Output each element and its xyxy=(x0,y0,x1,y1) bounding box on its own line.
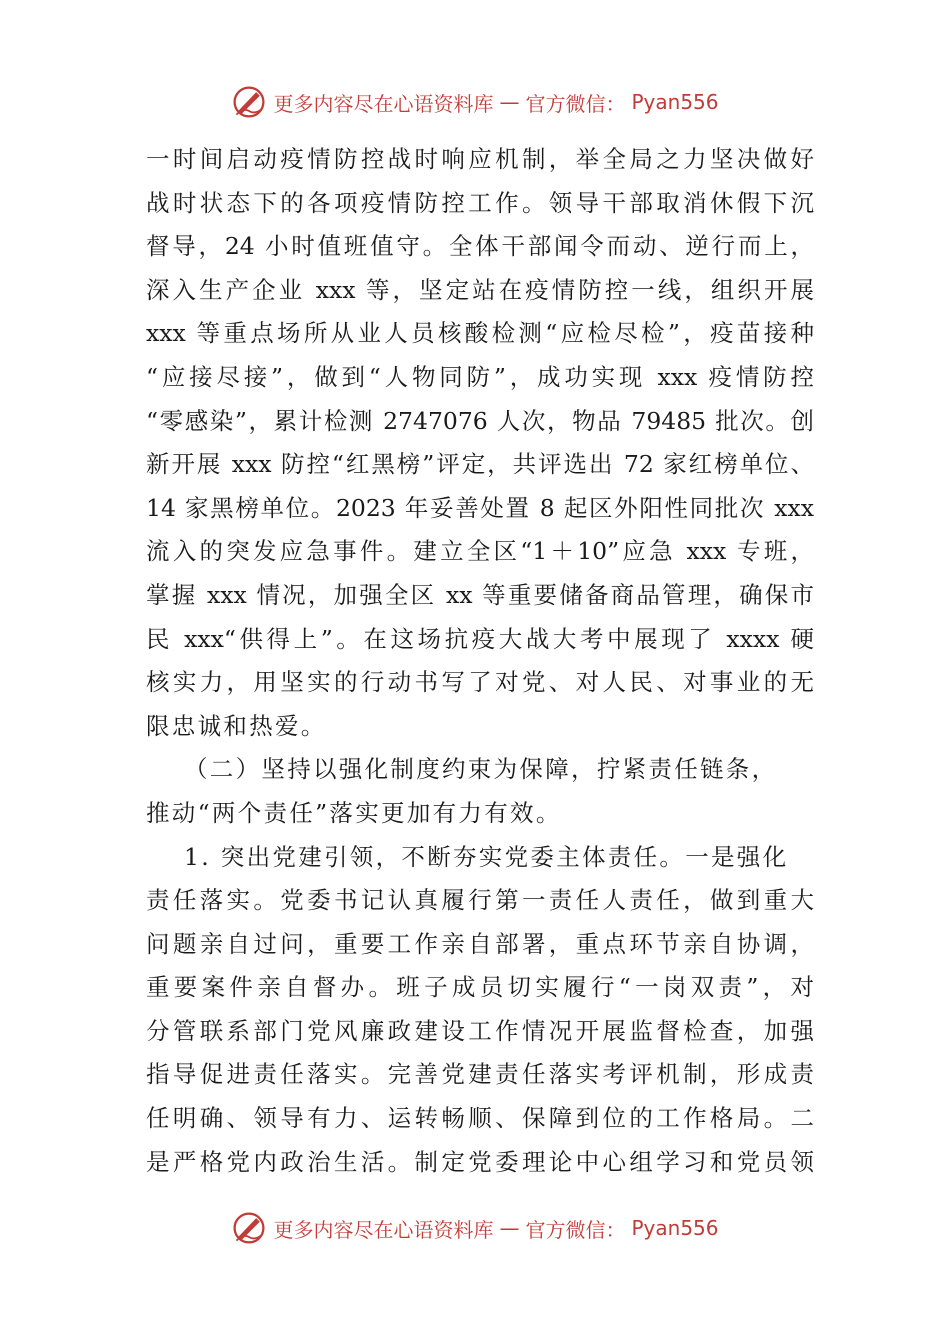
body-line: 新开展 xxx 防控“红黑榜”评定，共评选出 72 家红榜单位、 xyxy=(146,450,814,479)
section-heading: （二）坚持以强化制度约束为保障，拧紧责任链条， xyxy=(184,755,778,784)
body-line: 流入的突发应急事件。建立全区“1＋10”应急 xxx 专班， xyxy=(146,537,814,566)
body-line: 指导促进责任落实。完善党建责任落实考评机制，形成责 xyxy=(146,1060,814,1089)
body-line: 民 xxx“供得上”。在这场抗疫大战大考中展现了 xxxx 硬 xyxy=(146,624,814,653)
body-line: 问题亲自过问，重要工作亲自部署，重点环节亲自协调， xyxy=(146,929,814,958)
body-line: 14 家黑榜单位。2023 年妥善处置 8 起区外阳性同批次 xxx xyxy=(146,493,814,522)
header-banner xyxy=(0,82,950,122)
body-line: 掌握 xxx 情况，加强全区 xx 等重要储备商品管理，确保市 xyxy=(146,580,814,609)
body-line: 限忠诚和热爱。 xyxy=(146,711,327,740)
body-line: 一时间启动疫情防控战时响应机制，举全局之力坚决做好 xyxy=(146,145,814,173)
body-line: 重要案件亲自督办。班子成员切实履行“一岗双责”，对 xyxy=(146,973,814,1002)
document-body xyxy=(146,138,814,1184)
banner-wechat-label: 官方微信： xyxy=(525,91,626,116)
banner-wechat-id: Pyan556 xyxy=(631,90,719,114)
body-line: 是严格党内政治生活。制定党委理论中心组学习和党员领 xyxy=(146,1147,814,1176)
body-line: xxx 等重点场所从业人员核酸检测“应检尽检”，疫苗接种 xyxy=(146,319,814,348)
pen-logo-icon xyxy=(231,1210,267,1246)
section-heading-cont: 推动“两个责任”落实更加有力有效。 xyxy=(146,798,562,827)
body-line: 深入生产企业 xxx 等，坚定站在疫情防控一线，组织开展 xyxy=(146,275,814,304)
body-line: 任明确、领导有力、运转畅顺、保障到位的工作格局。二 xyxy=(146,1104,814,1133)
body-line: “零感染”，累计检测 2747076 人次，物品 79485 批次。创 xyxy=(146,406,814,435)
pen-logo-icon xyxy=(231,84,267,120)
banner-separator: — xyxy=(499,90,520,114)
body-line: 分管联系部门党风廉政建设工作情况开展监督检查，加强 xyxy=(146,1016,814,1045)
banner-wechat-label: 官方微信： xyxy=(525,1217,626,1242)
banner-brand-text: 更多内容尽在心语资料库 xyxy=(273,1217,494,1242)
footer-banner xyxy=(0,1208,950,1248)
body-line: 责任落实。党委书记认真履行第一责任人责任，做到重大 xyxy=(146,886,814,915)
body-line: 督导，24 小时值班值守。全体干部闻令而动、逆行而上， xyxy=(146,232,814,261)
body-line: 战时状态下的各项疫情防控工作。领导干部取消休假下沉 xyxy=(146,188,814,217)
banner-wechat-id: Pyan556 xyxy=(631,1216,719,1240)
banner-brand-text: 更多内容尽在心语资料库 xyxy=(273,91,494,116)
body-line: “应接尽接”，做到“人物同防”，成功实现 xxx 疫情防控 xyxy=(146,362,814,391)
body-line: 核实力，用坚实的行动书写了对党、对人民、对事业的无 xyxy=(146,668,814,697)
banner-separator: — xyxy=(499,1216,520,1240)
subsection-line: 1. 突出党建引领，不断夯实党委主体责任。一是强化 xyxy=(184,842,789,871)
